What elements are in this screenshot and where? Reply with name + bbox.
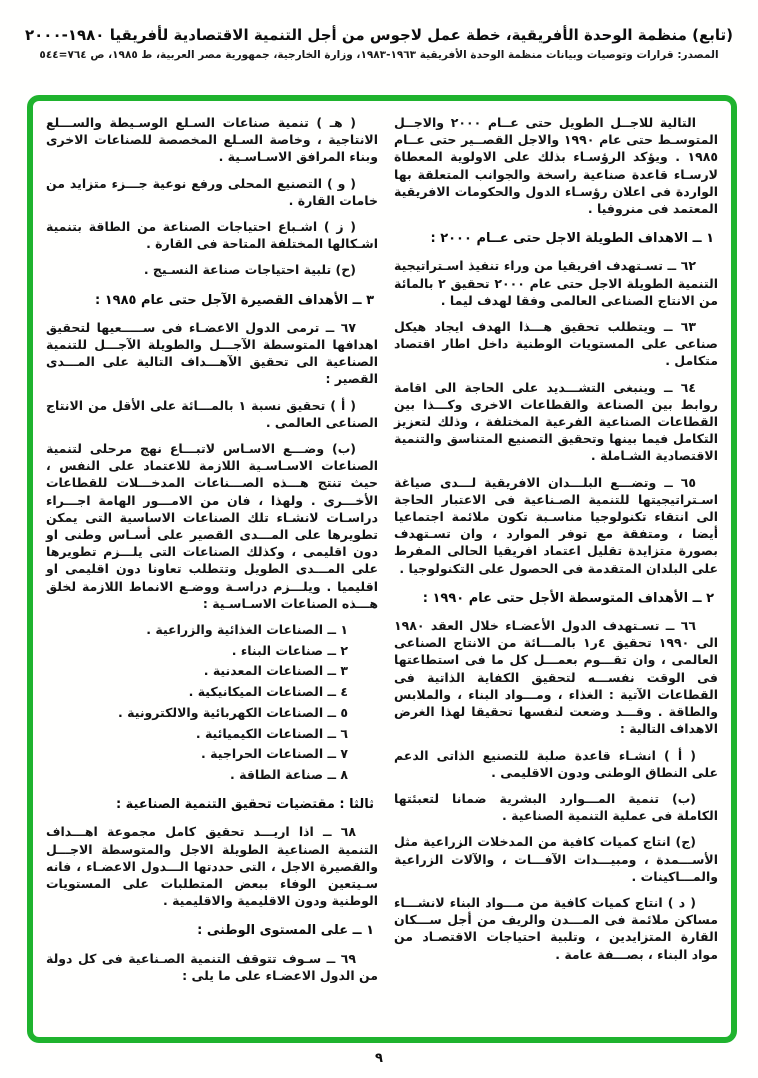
paragraph: ( ز ) اشـباع احتياجات الصناعة من الطاقة بتنمية اشـكالها المختلفة المتاحة فى القارة . [46,219,378,252]
paragraph: ٦٧ ــ ترمى الدول الاعضـاء فى ســـــعيها لتحقيق اهدافها المتوسطة الآجـــل والطويلة الآجـــل للتنمية الصناعية الى تحقيق الآهـــداف التالية على المـــدى القصير : [46,319,378,387]
paragraph: ( هـ ) تنمية صناعات السـلع الوسـيطة والســـلع الانتاجية ، وخاصة السـلع المخصصة للصناعات الاخرى وبناء المرافق الاسـاسـية . [46,115,378,165]
paragraph: (ج) انتاج كميات كافية من المدخلات الزراعية مثل الأســـمدة ، ومبيـــدات الآفـــات ، والآلات الزراعية والمـــاكينات . [394,834,718,884]
list-item: ٣ ــ الصناعات المعدنية . [203,663,348,679]
column-left [46,114,378,1029]
list-item: ٢ ــ صناعات البناء . [231,642,348,658]
paragraph: ٦٤ ــ وينبغى التشـــديد على الحاجة الى اقامة روابط بين الصناعة والقطاعات الاخرى وكـــذا بين القطاعات الصناعية الفرعية المختلفة ، وذلك لتعزيز التكامل فيما بينها وتحقيق التصنيع المتناسق والتنمية الاقتصادية الشـاملة . [394,379,718,464]
document-title: (تابع) منظمة الوحدة الأفريقية، خطة عمل لاجوس من أجل التنمية الاقتصادية لأفريقيا ١٩٨٠-٢٠٠٠ [24,26,733,44]
list-item: ٦ ــ الصناعات الكيميائية . [195,725,348,741]
list-item: ٤ ــ الصناعات الميكانيكية . [188,684,348,700]
section-heading: ٢ ــ الأهداف المتوسطة الأجل حتى عام ١٩٩٠ : [422,590,714,606]
paragraph: ٦٨ ــ اذا اريـــد تحقيق كامل مجموعة اهـــداف التنمية الصناعية الطويلة الاجل والمتوسطة الاجـــل والقصيرة الاجل ، التى حددتها الـــدول الاعضـاء ، فانه سـيتعين الوفاء ببعض المتطلبات على المستويات الوطنية ودون الاقليمية والاقليمية . [46,824,378,909]
page-header [18,26,740,61]
page-number: ٩ [375,1051,383,1066]
paragraph: (ب) وضـــع الاسـاس لاتبـــاع نهج مرحلى لتنمية الصناعات الاسـاسـية اللازمة للاعتماد على النفس ، حيث تنتج هـــذه الصـــناعات المدخـــلات للقطاعات الأخـــرى . ولهذا ، فان من الامـــور الهامة اجـــراء دراسـات لانشـاء تلك الصناعات الاساسية التى يمكن تطويرها على المـــدى القصير على أسـاس وطنى او دون اقليمى ، وكذلك الصناعات التى يلـــزم تطويرها على المـــدى الطويل وتتطلب تعاونا دون اقليمى او اقليميا . ويلـــزم دراسـة ووضـع الانماط اللازمة لخلق هـــذه الصناعات الاسـاسـية : [46,441,378,611]
paragraph: ( د ) انتاج كميات كافية من مـــواد البناء لانشـــاء مساكن ملائمة فى المـــدن والريف من أجل ســـكان القارة المتزايدين ، وتلبية احتياجات الاقتصـاد من مواد البناء ، بصـــفة عامة . [394,894,718,962]
paragraph: ٦٣ ــ ويتطلب تحقيق هـــذا الهدف ايجاد هيكل صناعى على المستويات الوطنية داخل اطار اقتصاد متكامل . [394,319,718,369]
paragraph: ٦٥ ــ وتضـــع البلـــدان الافريقية لـــدى صياغة اسـتراتيجيتها للتنمية الصـناعية فى الاعتبار الحاجة الى انتقاء تكنولوجيا مناسـبة تكون ملائمة اجتماعيا أيضا ، ومتفقة مع توفر الموارد ، وان تسـتهدف بصورة متزايدة تقليل اعتماد افريقيا الحالى المفرط على البلدان المتقدمة فى الحصول على التكنولوجيا . [394,474,718,576]
paragraph: ٦٢ ــ تسـتهدف افريقيا من وراء تنفيذ اسـتراتيجية التنمية الطويلة الاجل حتى عام ٢٠٠٠ تحقيق ٢ بالمائة من الانتاج الصناعى العالمى وفقا لهدف ليما . [394,258,718,308]
section-heading: ٣ ــ الأهداف القصيرة الآجل حتى عام ١٩٨٥ : [94,292,374,308]
section-heading: ١ ــ الاهداف الطويلة الاجل حتى عــام ٢٠٠٠ : [430,231,714,247]
section-heading: ١ ــ على المستوى الوطنى : [197,923,374,939]
text-columns [33,101,731,1037]
paragraph: ( أ ) انشـاء قاعدة صلبة للتصنيع الذاتى الدعم على النطاق الوطنى ودون الاقليمى . [394,747,718,780]
paragraph: (ح) تلبية احتياجات صناعة النسـيج . [143,262,356,278]
list-item: ٨ ــ صناعة الطاقة . [230,767,348,782]
column-right [394,114,718,1029]
source-citation: المصدر: قرارات وتوصيات وبيانات منظمة الوحدة الأفريقية ١٩٦٣-١٩٨٣، وزارة الخارجية، جمهورية مصر العربية، ط ١٩٨٥، ص ٧٦٤=٥٤٤ [39,49,719,61]
paragraph: ٦٩ ــ سـوف تتوقف التنمية الصـناعية فى كل دولة من الدول الاعضـاء على ما يلى : [46,950,378,983]
paragraph: ( أ ) تحقيق نسبة ١ بالمـــائة على الأقل من الانتاج الصناعى العالمى . [46,397,378,430]
section-heading: ثالثا : مقتضيات تحقيق التنمية الصناعية : [115,797,374,813]
list-item: ١ ــ الصناعات الغذائية والزراعية . [146,622,348,638]
paragraph: ٦٦ ــ تسـتهدف الدول الأعضـاء خلال العقد ١٩٨٠ الى ١٩٩٠ تحقيق ٤ر١ بالمـــائة من الانتاج الصناعى العالمى ، وان تقـــوم بعمـــل كل ما فى استطاعتها فى الوقت نفســـه لتحقيق الكفاية الذاتية فى القطاعات الآتية : الغذاء ، ومـــواد البناء ، والملابس والطاقة . وقـــد وضعت لنفسها تحقيقا لهذا الغرض الاهداف التالية : [394,618,718,737]
green-border-frame [27,95,737,1043]
paragraph: التالية للاجــل الطويل حتى عــام ٢٠٠٠ والاجــل المتوسـط حتى عام ١٩٩٠ والاجل القصــير حتى عــام ١٩٨٥ . ويؤكد الرؤسـاء بذلك على الاولوية المعطاة لارسـاء قاعدة صناعية راسخة والجوانب المتعلقة بها الواردة فى اعلان رؤسـاء الدول والحكومات الافريقية المعتمد فى منروفيا . [394,115,718,217]
paragraph: (ب) تنمية المـــوارد البشرية ضمانا لتعبئتها الكاملة فى عملية التنمية الصناعية . [394,790,718,824]
list-item: ٥ ــ الصناعات الكهربائية والالكترونية . [118,704,348,720]
paragraph: ( و ) التصنيع المحلى ورفع نوعية جـــزء متزايد من خامات القارة . [46,175,378,208]
list-item: ٧ ــ الصناعات الحراجية . [201,746,348,762]
